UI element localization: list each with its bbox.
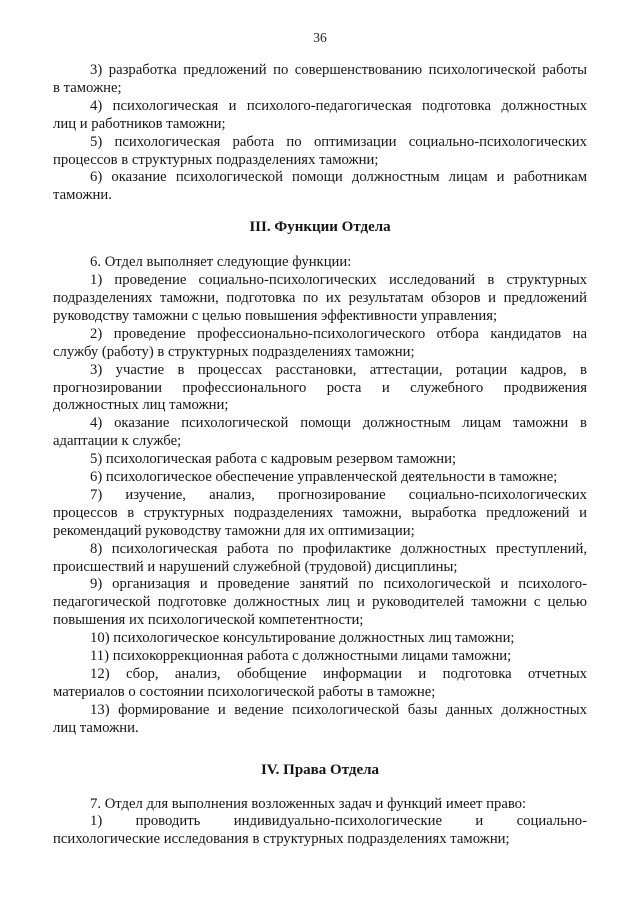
text-line: таможни. (53, 187, 112, 204)
text-line: 5) психологическая работа по оптимизации социально-психологических (90, 133, 587, 150)
text-line: 2) проведение профессионально-психологического отбора кандидатов на (90, 325, 587, 342)
paragraph (53, 630, 587, 648)
paragraph (53, 326, 587, 362)
text-line: 10) психологическое консультирование должностных лиц таможни; (90, 630, 515, 647)
text-line: 6) оказание психологической помощи должностным лицам и работникам (90, 169, 587, 186)
text-line: 6. Отдел выполняет следующие функции: (90, 254, 352, 271)
paragraph (53, 272, 587, 326)
text-line: 6) психологическое обеспечение управленческой деятельности в таможне; (90, 469, 558, 486)
text-line: 4) психологическая и психолого-педагогическая подготовка должностных (90, 97, 587, 114)
paragraph (53, 796, 587, 814)
text-line: материалов о состоянии психологической работы в таможне; (53, 683, 436, 700)
page-number: 36 (313, 30, 327, 45)
text-line: лиц и работников таможни; (53, 115, 226, 132)
text-line: подразделениях таможни, подготовка по их результатам обзоров и предложений (53, 289, 587, 306)
text-line: психологические исследования в структурных подразделениях таможни; (53, 831, 510, 848)
text-line: 1) проведение социально-психологических исследований в структурных (90, 272, 587, 289)
text-line: процессов в структурных подразделениях таможни, выработка предложений и (53, 504, 587, 521)
section-iii-heading: III. Функции Отдела (249, 219, 391, 236)
document-body (53, 62, 587, 849)
text-line: лиц таможни. (53, 719, 139, 736)
paragraph (53, 169, 587, 205)
text-line: 7) изучение, анализ, прогнозирование социально-психологических (90, 486, 587, 503)
text-line: прогнозировании профессионального роста и служебного продвижения (53, 379, 587, 396)
paragraph (53, 98, 587, 134)
paragraph (53, 487, 587, 541)
text-line: 4) оказание психологической помощи должностным лицам таможни в (90, 415, 587, 432)
text-line: 7. Отдел для выполнения возложенных задач и функций имеет право: (90, 795, 527, 812)
text-line: службу (работу) в структурных подразделениях таможни; (53, 343, 415, 360)
paragraph (53, 666, 587, 702)
text-line: повышения их психологической компетентности; (53, 612, 364, 629)
text-line: 9) организация и проведение занятий по психологической и психолого- (90, 576, 587, 593)
paragraph (53, 254, 587, 272)
paragraph (53, 469, 587, 487)
text-line: процессов в структурных подразделениях таможни; (53, 151, 379, 168)
paragraph (53, 451, 587, 469)
text-line: 3) участие в процессах расстановки, аттестации, ротации кадров, в (90, 361, 587, 378)
text-line: педагогической подготовке должностных лиц и руководителей таможни с целью (53, 594, 587, 611)
text-line: 12) сбор, анализ, обобщение информации и подготовка отчетных (90, 666, 587, 682)
section-iv-heading: IV. Права Отдела (260, 761, 380, 778)
text-line: происшествий и нарушений служебной (трудовой) дисциплины; (53, 558, 458, 575)
paragraph (53, 702, 587, 738)
text-line: 3) разработка предложений по совершенствованию психологической работы (90, 62, 587, 78)
text-line: 5) психологическая работа с кадровым резервом таможни; (90, 451, 457, 468)
paragraph (53, 813, 587, 849)
text-line: 1) проводить индивидуально-психологические и социально- (90, 813, 587, 830)
paragraph (53, 648, 587, 666)
text-line: рекомендаций руководству таможни для их оптимизации; (53, 522, 415, 539)
paragraph (53, 134, 587, 170)
paragraph (53, 362, 587, 416)
text-line: 8) психологическая работа по профилактике должностных преступлений, (90, 540, 587, 557)
paragraph (53, 415, 587, 451)
text-line: адаптации к службе; (53, 433, 182, 450)
text-line: должностных лиц таможни; (53, 397, 229, 414)
text-line: в таможне; (53, 79, 122, 96)
text-line: 13) формирование и ведение психологической базы данных должностных (90, 701, 587, 718)
text-line: руководству таможни с целью повышения эффективности управления; (53, 307, 498, 324)
paragraph (53, 576, 587, 630)
paragraph (53, 541, 587, 577)
paragraph (53, 62, 587, 98)
text-line: 11) психокоррекционная работа с должностными лицами таможни; (90, 648, 512, 665)
